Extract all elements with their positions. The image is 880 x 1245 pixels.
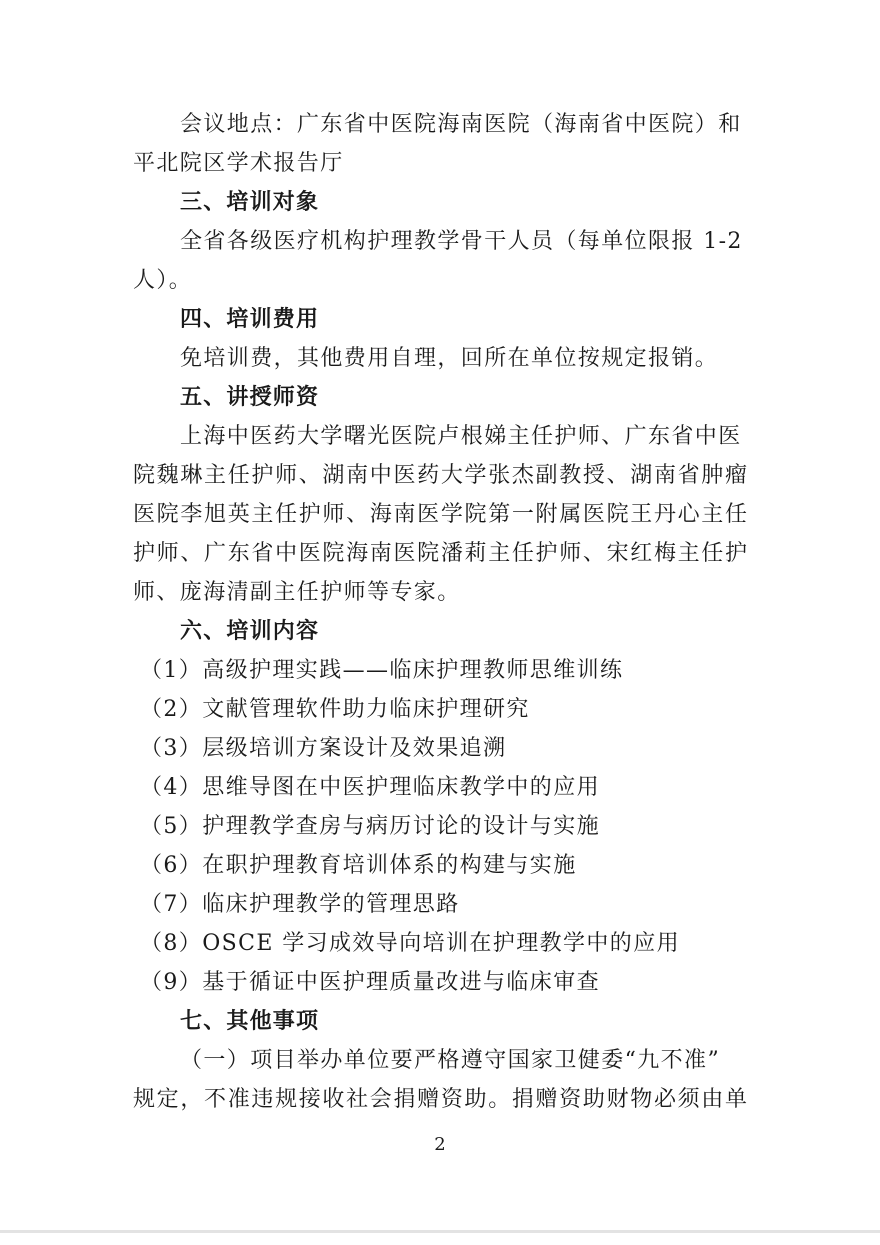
lecturers-line-2: 院魏琳主任护师、湖南中医药大学张杰副教授、湖南省肿瘤 — [133, 463, 747, 488]
content-item-1: （1）高级护理实践——临床护理教师思维训练 — [140, 658, 624, 683]
lecturers-line-4: 护师、广东省中医院海南医院潘莉主任护师、宋红梅主任护 — [133, 541, 747, 566]
trainees-line-2: 人）。 — [133, 268, 193, 293]
content-item-9: （9）基于循证中医护理质量改进与临床审查 — [140, 970, 600, 995]
section-heading-4: 四、培训费用 — [180, 307, 320, 332]
section-heading-7: 七、其他事项 — [180, 1009, 320, 1034]
content-item-5: （5）护理教学查房与病历讨论的设计与实施 — [140, 814, 600, 839]
venue-line-1: 会议地点：广东省中医院海南医院（海南省中医院）和 — [180, 112, 742, 137]
lecturers-line-1: 上海中医药大学曙光医院卢根娣主任护师、广东省中医 — [180, 424, 742, 449]
content-item-3: （3）层级培训方案设计及效果追溯 — [140, 736, 507, 761]
fees-line: 免培训费，其他费用自理，回所在单位按规定报销。 — [180, 346, 719, 371]
page-bottom-divider — [0, 1230, 880, 1233]
content-item-8: （8）OSCE 学习成效导向培训在护理教学中的应用 — [140, 931, 680, 956]
trainees-line-1: 全省各级医疗机构护理教学骨干人员（每单位限报 1-2 — [180, 229, 743, 254]
section-heading-3: 三、培训对象 — [180, 190, 320, 215]
other-matters-line-2: 规定，不准违规接收社会捐赠资助。捐赠资助财物必须由单 — [133, 1087, 747, 1112]
lecturers-line-3: 医院李旭英主任护师、海南医学院第一附属医院王丹心主任 — [133, 502, 747, 527]
page-number: 2 — [434, 1134, 446, 1155]
other-matters-line-1: （一）项目举办单位要严格遵守国家卫健委“九不准” — [180, 1048, 721, 1073]
section-heading-6: 六、培训内容 — [180, 619, 320, 644]
content-item-6: （6）在职护理教育培训体系的构建与实施 — [140, 853, 577, 878]
content-item-2: （2）文献管理软件助力临床护理研究 — [140, 697, 530, 722]
lecturers-line-5: 师、庞海清副主任护师等专家。 — [133, 580, 461, 605]
content-item-4: （4）思维导图在中医护理临床教学中的应用 — [140, 775, 600, 800]
venue-line-2: 平北院区学术报告厅 — [133, 151, 344, 176]
content-item-7: （7）临床护理教学的管理思路 — [140, 892, 460, 917]
section-heading-5: 五、讲授师资 — [180, 385, 320, 410]
